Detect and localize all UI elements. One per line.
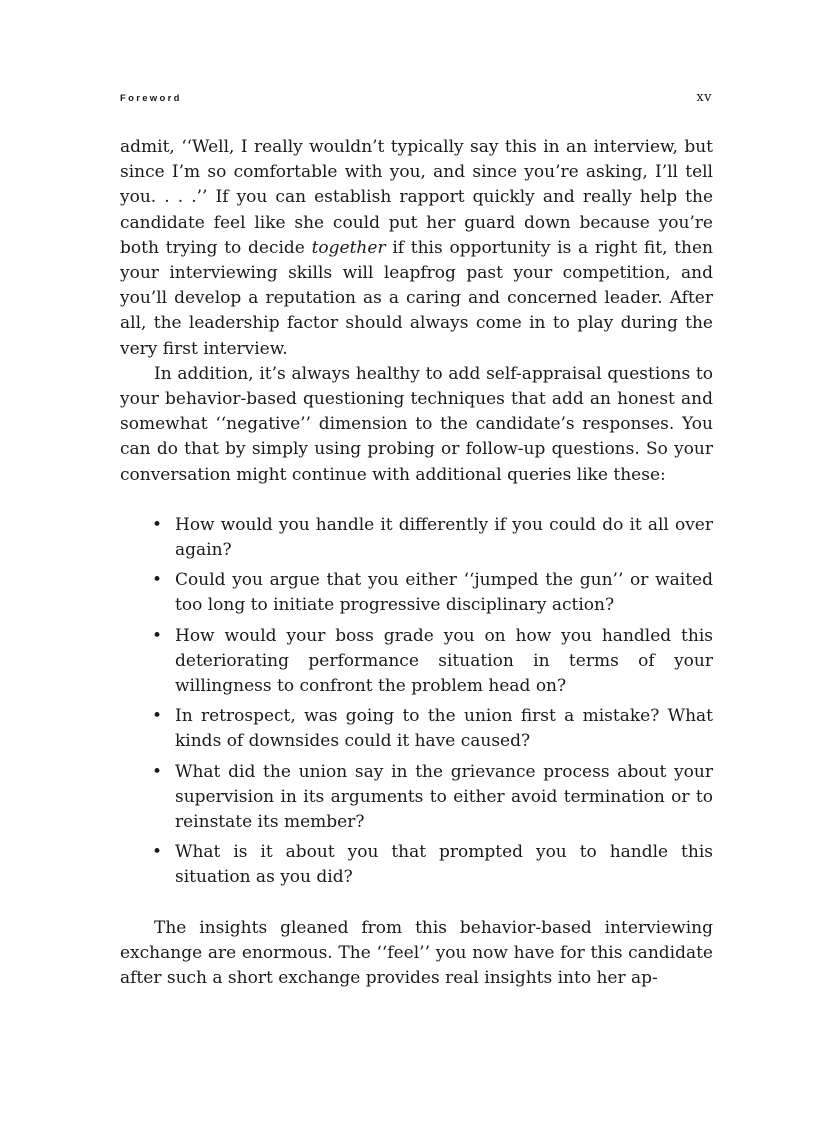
page-number: xv xyxy=(696,90,712,105)
paragraph-1-text-end: if this opportunity is a right fit, then your interviewing skills will leapfrog past your competition, and you’ll develop a reputation as a caring and concerned leader. After all, the leadership factor should always come in to play during the very first interview. xyxy=(120,237,713,359)
bullet-icon: • xyxy=(152,570,163,591)
list-item-text: What did the union say in the grievance process about your supervision in its arguments to either avoid termination or to reinstate its member? xyxy=(175,761,713,833)
running-head: Foreword xyxy=(120,93,182,104)
list-item xyxy=(152,704,713,754)
list-item-text: How would your boss grade you on how you handled this deteriorating performance situation in terms of your willingness to confront the problem head on? xyxy=(175,625,713,697)
list-item-text: Could you argue that you either ‘‘jumped the gun’’ or waited too long to initiate progressive disciplinary action? xyxy=(175,570,713,616)
paragraph-1-text-start: admit, ‘‘Well, I really wouldn’t typically say this in an interview, but since I’m so comfortable with you, and since you’re asking, I’ll tell you. . . .’’ If you can establish rapport quickly and really help the candidate feel like she could put her guard down because you’re both trying to decide xyxy=(120,137,713,258)
list-item-text: In retrospect, was going to the union first a mistake? What kinds of downsides could it have caused? xyxy=(175,706,713,752)
paragraph-1-emphasis: together xyxy=(311,237,386,258)
question-list xyxy=(120,513,713,891)
list-item xyxy=(152,760,713,836)
list-item xyxy=(152,513,713,563)
list-item xyxy=(152,840,713,890)
list-item-text: What is it about you that prompted you to handle this situation as you did? xyxy=(175,842,713,888)
list-item xyxy=(152,568,713,618)
bullet-icon: • xyxy=(152,625,163,646)
list-item xyxy=(152,624,713,700)
bullet-icon: • xyxy=(152,706,163,727)
bullet-icon: • xyxy=(152,842,163,863)
list-item-text: How would you handle it differently if you could do it all over again? xyxy=(175,514,713,561)
paragraph-2: In addition, it’s always healthy to add self-appraisal questions to your behavior-based questioning techniques that add an honest and somewhat ‘‘negative’’ dimension to the candidate’s responses. You can do that by simply using probing or follow-up questions. So your conversation might continue with additional queries like these: xyxy=(120,363,713,485)
paragraph-1 xyxy=(120,135,713,362)
bullet-icon: • xyxy=(152,514,163,535)
bullet-icon: • xyxy=(152,761,163,782)
paragraph-3: The insights gleaned from this behavior-based interviewing exchange are enormous. The ‘‘feel’’ you now have for this candidate after such a short exchange provides real insights into her ap- xyxy=(120,917,713,989)
body-text xyxy=(120,135,713,991)
